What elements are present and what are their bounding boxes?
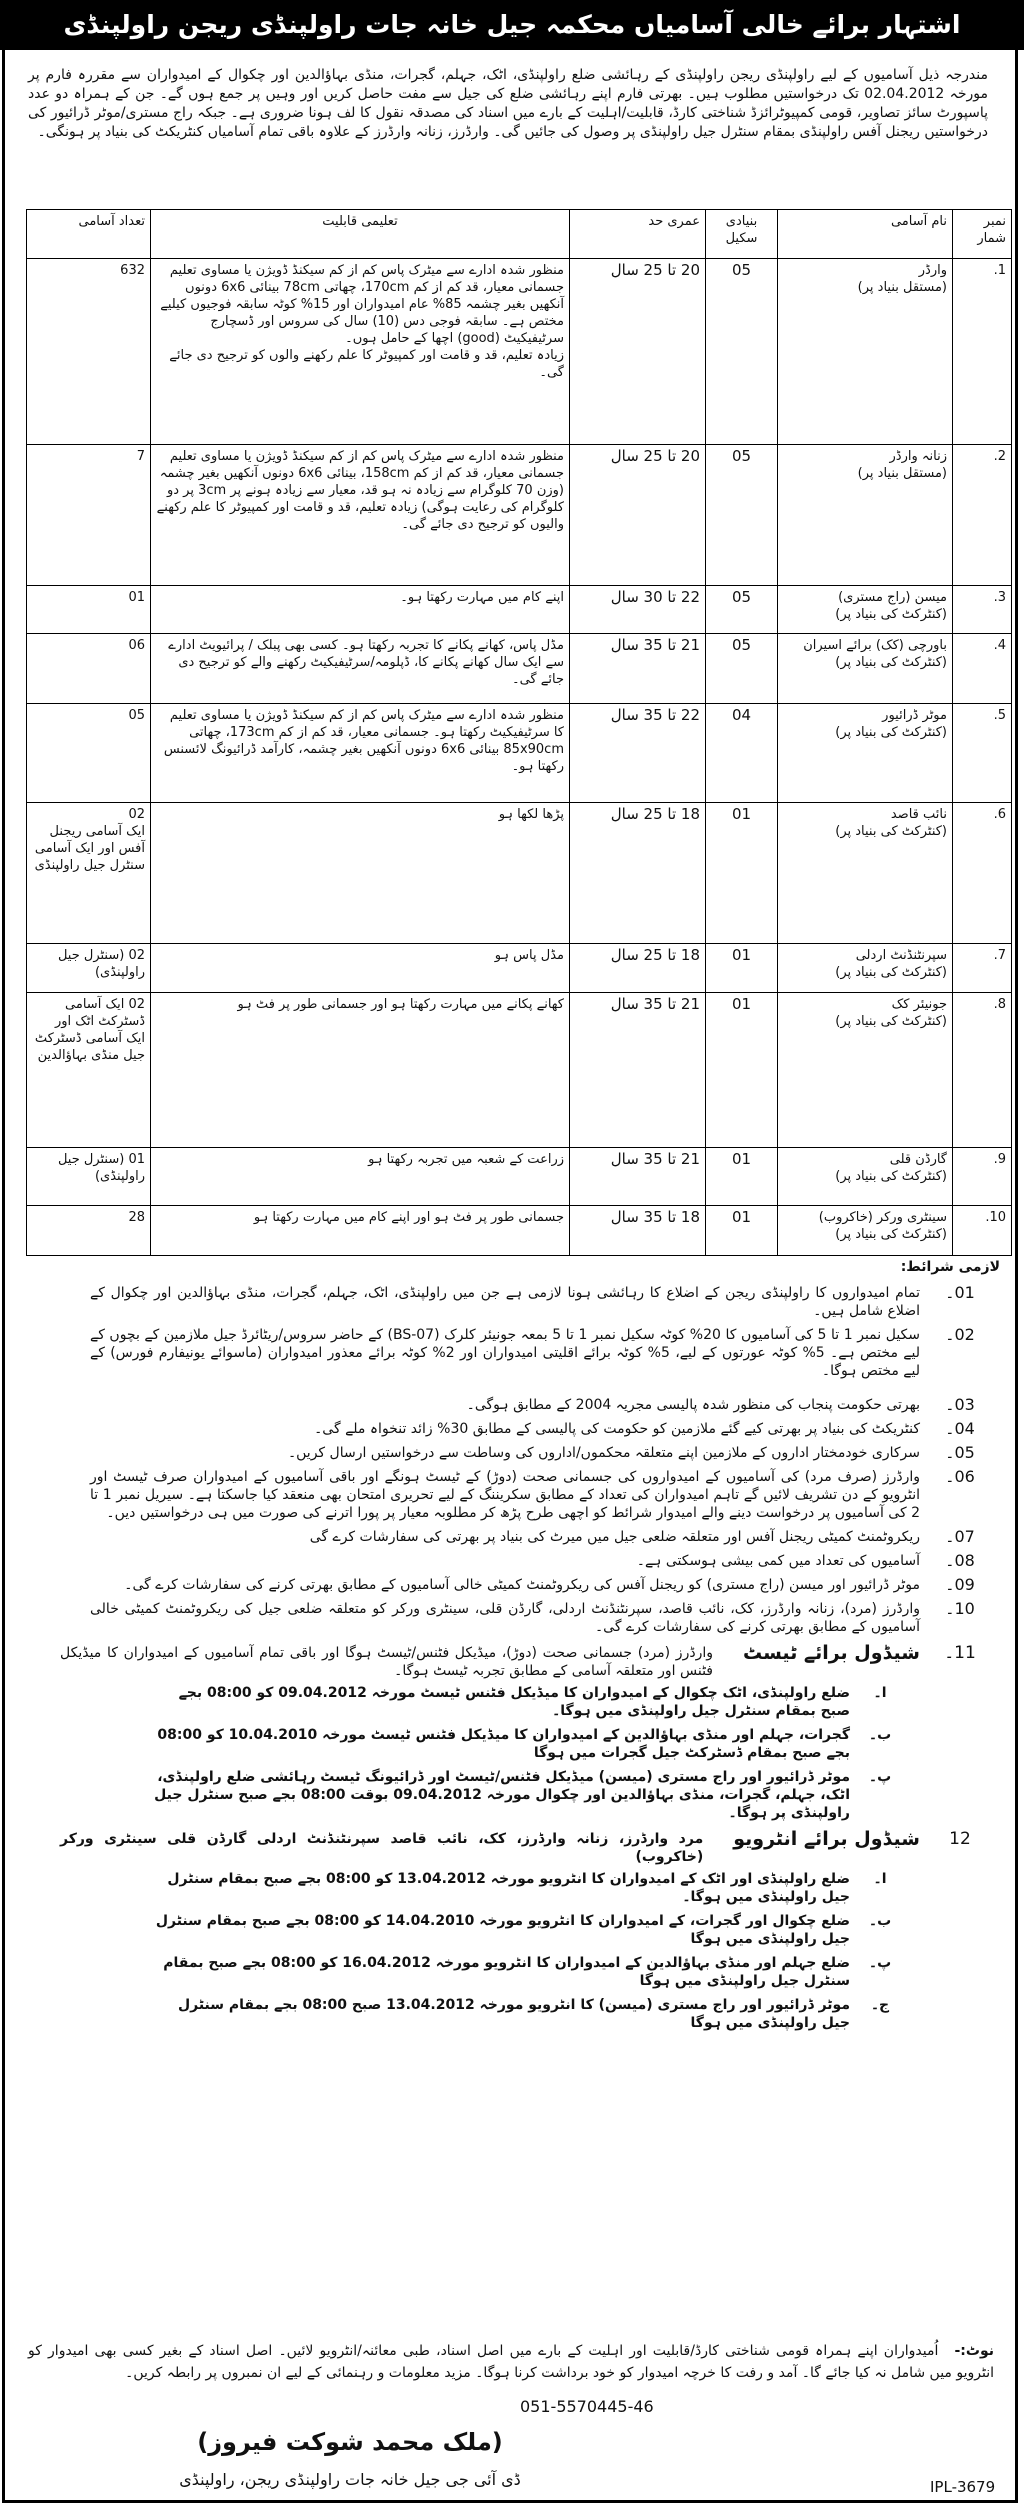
signatory-name: (ملک محمد شوکت فیروز) bbox=[197, 2428, 503, 2456]
post-basis: (کنٹرکٹ کی بنیاد پر) bbox=[835, 1014, 947, 1029]
post-count: 632 bbox=[27, 259, 151, 445]
post-count: 02 bbox=[128, 807, 145, 822]
serial: 7. bbox=[953, 944, 1012, 993]
test-schedule-heading: شیڈول برائے ٹیسٹ bbox=[742, 1642, 920, 1664]
condition-text: کنٹریکٹ کی بنیاد پر بھرتی کیے گئے ملازمین کو حکومت کی پالیسی کے مطابق 30% زائد تنخواہ ملے گی۔ bbox=[314, 1421, 920, 1437]
post-count: 06 bbox=[27, 634, 151, 704]
interview-schedule bbox=[40, 1830, 1000, 1866]
condition-item bbox=[40, 1468, 1000, 1522]
post-count-cell bbox=[27, 1148, 151, 1206]
serial: 3. bbox=[953, 586, 1012, 634]
post-count-note: (سنٹرل جیل راولپنڈی) bbox=[57, 948, 145, 980]
interview-schedule-item bbox=[40, 1996, 1000, 2032]
condition-item bbox=[40, 1420, 1000, 1438]
post-count-note: (سنٹرل جیل راولپنڈی) bbox=[57, 1152, 145, 1184]
condition-text: آسامیوں کی تعداد میں کمی بیشی ہوسکتی ہے۔ bbox=[636, 1553, 920, 1569]
condition-item bbox=[40, 1600, 1000, 1636]
mandatory-conditions bbox=[40, 1258, 1000, 2038]
post-cell bbox=[778, 1206, 953, 1256]
post-name: موٹر ڈرائیور bbox=[882, 708, 947, 723]
interview-schedule-item bbox=[40, 1912, 1000, 1948]
condition-text: سکیل نمبر 1 تا 5 کی آسامیوں کا 20% کوٹہ سکیل نمبر 1 تا 5 بمعہ جونیئر کلرک (BS-07) کے حاضر سروس/ریٹائرڈ جیل ملازمین کے بچوں کے لیے مختص ہے۔ 5% کوٹہ عورتوں کے لیے، 5% کوٹہ برائے اقلیتی امیدواران اور 2% کوٹہ برائے معذور امیدواران (ماسوائے یونیفارم فورس) کے لیے مختص ہوگا۔ bbox=[90, 1327, 921, 1379]
condition-item bbox=[40, 1396, 1000, 1414]
post-cell bbox=[778, 803, 953, 944]
qualification: اپنے کام میں مہارت رکھتا ہو۔ bbox=[151, 586, 570, 634]
post-basis: (کنٹرکٹ کی بنیاد پر) bbox=[835, 1169, 947, 1184]
age-limit: 21 تا 35 سال bbox=[570, 634, 706, 704]
post-count: 02 bbox=[128, 948, 145, 963]
qualification: منظور شدہ ادارے سے میٹرک پاس کم از کم سیکنڈ ڈویژن یا مساوی تعلیم جسمانی معیار، قد کم از کم 158cm، بینائی 6x6 دونوں آنکھیں بغیر چشمہ (وزن 70 کلوگرام سے زیادہ نہ ہو قد، معیار سے زیادہ ہونے پر 3cm پر دو کلوگرام کی رعایت ہوگی) زیادہ تعلیم، قد و قامت اور کمپیوٹر کا علم رکھنے والیوں کو ترجیح دی جائے گی۔ bbox=[151, 445, 570, 586]
scale: 04 bbox=[706, 704, 778, 803]
vacancies-table bbox=[26, 209, 1012, 1256]
post-count: 28 bbox=[27, 1206, 151, 1256]
qualification: پڑھا لکھا ہو bbox=[151, 803, 570, 944]
qualification: کھانے پکانے میں مہارت رکھتا ہو اور جسمانی طور پر فٹ ہو bbox=[151, 993, 570, 1148]
test-schedule-text: وارڈرز (مرد) جسمانی صحت (دوڑ)، میڈیکل فٹنس/ٹیسٹ ہوگا اور باقی تمام آسامیوں کے امیدواران کا میڈیکل فٹنس اور متعلقہ آسامی کے مطابق تجربہ ٹیسٹ ہوگا۔ bbox=[60, 1645, 713, 1679]
scale: 05 bbox=[706, 634, 778, 704]
schedule-number: 11۔ bbox=[944, 1643, 976, 1663]
header-count: تعداد آسامی bbox=[27, 210, 151, 259]
serial: 10. bbox=[953, 1206, 1012, 1256]
table-row bbox=[27, 1206, 1012, 1256]
age-limit: 21 تا 35 سال bbox=[570, 1148, 706, 1206]
table-row bbox=[27, 259, 1012, 445]
item-text: ضلع چکوال اور گجرات، کے امیدواران کا انٹرویو مورخہ 14.04.2010 کو 08:00 بجے صبح بمقام سنٹرل جیل راولپنڈی میں ہوگا bbox=[155, 1913, 850, 1947]
interview-schedule-item bbox=[40, 1954, 1000, 1990]
post-count-note: ایک آسامی ریجنل آفس اور ایک آسامی سنٹرل جیل راولپنڈی bbox=[34, 824, 145, 873]
header-serial: نمبر شمار bbox=[953, 210, 1012, 259]
test-schedule bbox=[40, 1644, 1000, 1680]
post-name: جونیئر کک bbox=[891, 997, 947, 1012]
qualification: مڈل پاس، کھانے پکانے کا تجربہ رکھتا ہو۔ کسی بھی پبلک / پرائیویٹ ادارے سے ایک سال کھانے پکانے کا، ڈپلومہ/سرٹیفیکیٹ رکھنے والے کو ترجیح دی جائے گی۔ bbox=[151, 634, 570, 704]
age-limit: 18 تا 35 سال bbox=[570, 1206, 706, 1256]
post-basis: (کنٹرکٹ کی بنیاد پر) bbox=[835, 725, 947, 740]
scale: 05 bbox=[706, 445, 778, 586]
condition-item bbox=[40, 1528, 1000, 1546]
ad-title: اشتہار برائے خالی آسامیاں محکمہ جیل خانہ جات راولپنڈی ریجن راولپنڈی bbox=[0, 0, 1024, 50]
item-text: موٹر ڈرائیور اور راج مستری (میسن) کا انٹرویو مورخہ 13.04.2012 صبح 08:00 بجے بمقام سنٹرل جیل راولپنڈی میں ہوگا bbox=[177, 1997, 850, 2031]
post-count-cell bbox=[27, 993, 151, 1148]
table-header-row bbox=[27, 210, 1012, 259]
interview-schedule-text: مرد وارڈرز، زنانہ وارڈرز، کک، نائب قاصد سپرنٹنڈنٹ اردلی گارڈن قلی سینٹری ورکر (خاکروب) bbox=[60, 1831, 704, 1865]
scale: 01 bbox=[706, 993, 778, 1148]
post-name: باورچی (کک) برائے اسیران bbox=[803, 638, 947, 653]
post-name: وارڈر bbox=[918, 263, 947, 278]
item-letter: ب۔ bbox=[868, 1913, 892, 1929]
post-basis: (کنٹرکٹ کی بنیاد پر) bbox=[835, 824, 947, 839]
item-text: گجرات، جہلم اور منڈی بہاؤالدین کے امیدواران کا میڈیکل فٹنس ٹیسٹ مورخہ 10.04.2010 کو 08:00 بجے صبح بمقام ڈسٹرکٹ جیل گجرات میں ہوگا bbox=[157, 1727, 850, 1761]
post-cell bbox=[778, 586, 953, 634]
condition-item bbox=[40, 1576, 1000, 1594]
table-row bbox=[27, 993, 1012, 1148]
interview-schedule-item bbox=[40, 1870, 1000, 1906]
condition-item bbox=[40, 1284, 1000, 1320]
condition-number: 03۔ bbox=[945, 1395, 975, 1414]
condition-text: وارڈرز (صرف مرد) کی آسامیوں کے امیدواروں کی جسمانی صحت (دوڑ) کے ٹیسٹ ہونگے اور باقی آسامیوں کے امیدواران صرف ٹیسٹ اور انٹرویو کے دن تشریف لائیں گے تاہم امیدواران کی تعداد کے مطابق سکریننگ کے لیے تحریری امتحان بھی منعقد کیا جاسکتا ہے۔ سیریل نمبر 1 تا 2 کی آسامیوں پر درخواست دینے والے امیدوار شرائط کو اچھی طرح پڑھ کر مطلوبہ معیار پر پورا اترنے کی صورت میں ہی درخواستیں دیں۔ bbox=[90, 1469, 920, 1521]
scale: 01 bbox=[706, 944, 778, 993]
item-letter: ا۔ bbox=[873, 1685, 887, 1701]
table-row bbox=[27, 944, 1012, 993]
interview-schedule-heading: شیڈول برائے انٹرویو bbox=[733, 1828, 920, 1850]
age-limit: 21 تا 35 سال bbox=[570, 993, 706, 1148]
post-name: سینٹری ورکر (خاکروب) bbox=[818, 1210, 947, 1225]
age-limit: 20 تا 25 سال bbox=[570, 259, 706, 445]
post-basis: (کنٹرکٹ کی بنیاد پر) bbox=[835, 965, 947, 980]
post-name: میسن (راج مستری) bbox=[838, 590, 947, 605]
serial: 2. bbox=[953, 445, 1012, 586]
scale: 01 bbox=[706, 1148, 778, 1206]
item-letter: ج۔ bbox=[870, 1997, 890, 2013]
condition-number: 07۔ bbox=[945, 1527, 975, 1546]
qualification-cell bbox=[151, 259, 570, 445]
post-count-cell bbox=[27, 944, 151, 993]
serial: 4. bbox=[953, 634, 1012, 704]
header-scale: بنیادی سکیل bbox=[706, 210, 778, 259]
table-row bbox=[27, 1148, 1012, 1206]
header-qualification: تعلیمی قابلیت bbox=[151, 210, 570, 259]
condition-number: 10۔ bbox=[945, 1599, 975, 1618]
condition-text: بھرتی حکومت پنجاب کی منظور شدہ پالیسی مجریہ 2004 کے مطابق ہوگی۔ bbox=[466, 1397, 920, 1413]
item-text: ضلع جہلم اور منڈی بہاؤالدین کے امیدواران کا انٹرویو مورخہ 16.04.2012 کو 08:00 بجے صبح بمقام سنٹرل جیل راولپنڈی میں ہوگا bbox=[163, 1955, 850, 1989]
post-count-note: ایک آسامی ڈسٹرکٹ اٹک اور ایک آسامی ڈسٹرکٹ جیل منڈی بہاؤالدین bbox=[34, 997, 145, 1063]
condition-text: ریکروٹمنٹ کمیٹی ریجنل آفس اور متعلقہ ضلعی جیل میں میرٹ کی بنیاد پر بھرتی کی سفارشات کرے گی bbox=[309, 1529, 920, 1545]
condition-item bbox=[40, 1444, 1000, 1462]
condition-number: 05۔ bbox=[945, 1443, 975, 1462]
test-schedule-item bbox=[40, 1684, 1000, 1720]
condition-number: 08۔ bbox=[945, 1551, 975, 1570]
item-letter: پ۔ bbox=[868, 1769, 892, 1785]
post-count: 02 bbox=[128, 997, 145, 1012]
post-basis: (کنٹرکٹ کی بنیاد پر) bbox=[835, 607, 947, 622]
scale: 05 bbox=[706, 259, 778, 445]
item-text: موٹر ڈرائیور اور راج مستری (میسن) میڈیکل فٹنس/ٹیسٹ اور ڈرائیونگ ٹیسٹ رہائشی ضلع راولپنڈی، اٹک، جہلم، گجرات، منڈی بہاؤالدین اور چکوال مورخہ 09.04.2012 بوقت 08:00 بجے صبح سنٹرل جیل راولپنڈی پر ہوگا۔ bbox=[154, 1769, 850, 1821]
condition-number: 01۔ bbox=[945, 1283, 975, 1302]
table-row bbox=[27, 803, 1012, 944]
post-count: 7 bbox=[27, 445, 151, 586]
post-name: نائب قاصد bbox=[890, 807, 947, 822]
post-basis: (مستقل بنیاد پر) bbox=[857, 466, 947, 481]
qualification-preference: زیادہ تعلیم، قد و قامت اور کمپیوٹر کا علم رکھنے والوں کو ترجیح دی جائے گی۔ bbox=[169, 348, 564, 380]
age-limit: 18 تا 25 سال bbox=[570, 944, 706, 993]
schedule-number: 12 bbox=[949, 1829, 971, 1849]
post-count: 05 bbox=[27, 704, 151, 803]
test-schedule-item bbox=[40, 1768, 1000, 1822]
serial: 9. bbox=[953, 1148, 1012, 1206]
post-name: زنانہ وارڈر bbox=[889, 449, 947, 464]
age-limit: 20 تا 25 سال bbox=[570, 445, 706, 586]
condition-text: تمام امیدواروں کا راولپنڈی ریجن کے اضلاع کا رہائشی ہونا لازمی ہے جن میں راولپنڈی، اٹک، جہلم، گجرات، منڈی بہاؤالدین اور چکوال کے اضلاع شامل ہیں۔ bbox=[90, 1285, 920, 1319]
condition-number: 02۔ bbox=[945, 1325, 975, 1344]
note-text: اُمیدواران اپنے ہمراہ قومی شناختی کارڈ/قابلیت اور اہلیت کے بارے میں اصل اسناد، طبی معائنہ/انٹرویو لائیں۔ اصل اسناد کے بغیر کسی بھی امیدوار کو انٹرویو میں شامل نہ کیا جائے گا۔ آمد و رفت کا خرچہ امیدوار کو خود برداشت کرنا ہوگا۔ مزید معلومات و رہنمائی کے لیے ان نمبروں پر رابطہ کریں۔ bbox=[28, 2343, 994, 2381]
note bbox=[28, 2340, 994, 2384]
post-name: سپرنٹنڈنٹ اردلی bbox=[855, 948, 947, 963]
qualification: منظور شدہ ادارے سے میٹرک پاس کم از کم سیکنڈ ڈویژن یا مساوی تعلیم جسمانی معیار، قد کم از کم 170cm، چھاتی 78cm بینائی 6x6 دونوں آنکھیں بغیر چشمہ 85% عام امیدواران اور 15% کوٹہ سابقہ فوجیوں کیلیے مختص ہے۔ سابقہ فوجی دس (10) سال کی سروس اور ڈسچارج سرٹیفیکیٹ (good) اچھا کے حامل ہوں۔ bbox=[160, 263, 564, 346]
scale: 01 bbox=[706, 803, 778, 944]
item-letter: پ۔ bbox=[868, 1955, 892, 1971]
signatory-designation: ڈی آئی جی جیل خانہ جات راولپنڈی ریجن، راولپنڈی bbox=[179, 2470, 521, 2489]
table-row bbox=[27, 586, 1012, 634]
serial: 6. bbox=[953, 803, 1012, 944]
scale: 01 bbox=[706, 1206, 778, 1256]
table-row bbox=[27, 634, 1012, 704]
post-cell bbox=[778, 445, 953, 586]
serial: 8. bbox=[953, 993, 1012, 1148]
condition-text: موٹر ڈرائیور اور میسن (راج مستری) کو ریجنل آفس کی ریکروٹمنٹ کمیٹی خالی آسامیوں کے مطابق بھرتی کرنے کی سفارشات کرے گی۔ bbox=[124, 1577, 920, 1593]
post-name: گارڈن قلی bbox=[889, 1152, 947, 1167]
post-count: 01 bbox=[27, 586, 151, 634]
condition-number: 06۔ bbox=[945, 1467, 975, 1486]
test-schedule-item bbox=[40, 1726, 1000, 1762]
serial: 5. bbox=[953, 704, 1012, 803]
header-post: نام آسامی bbox=[778, 210, 953, 259]
item-text: ضلع راولپنڈی اور اٹک کے امیدواران کا انٹرویو مورخہ 13.04.2012 کو 08:00 بجے صبح بمقام سنٹرل جیل راولپنڈی میں ہوگا۔ bbox=[167, 1871, 850, 1905]
qualification: زراعت کے شعبہ میں تجربہ رکھتا ہو bbox=[151, 1148, 570, 1206]
post-count-cell bbox=[27, 803, 151, 944]
post-cell bbox=[778, 634, 953, 704]
qualification: جسمانی طور پر فٹ ہو اور اپنے کام میں مہارت رکھتا ہو bbox=[151, 1206, 570, 1256]
table-row bbox=[27, 445, 1012, 586]
scale: 05 bbox=[706, 586, 778, 634]
post-cell bbox=[778, 259, 953, 445]
condition-number: 09۔ bbox=[945, 1575, 975, 1594]
post-cell bbox=[778, 1148, 953, 1206]
condition-item bbox=[40, 1326, 1000, 1380]
intro-paragraph: مندرجہ ذیل آسامیوں کے لیے راولپنڈی ریجن راولپنڈی کے رہائشی ضلع راولپنڈی، اٹک، جہلم، گجرات، منڈی بہاؤالدین اور چکوال کے امیدواران سے مقررہ فارم پر مورخہ 02.04.2012 تک درخواستیں مطلوب ہیں۔ بھرتی فارم اپنے رہائشی ضلع کی جیل سے مفت حاصل کریں اور وہیں پر جمع ہوں گے۔ جن کے ہمراہ دو عدد پاسپورٹ سائز تصاویر، قومی کمپیوٹرائزڈ شناختی کارڈ، قابلیت/اہلیت کے بارے میں اسناد کی مصدقہ نقول کا لف ہونا ضروری ہے۔ جبکہ راج مستری/موٹر ڈرائیور کی درخواستیں ریجنل آفس راولپنڈی بمقام سنٹرل جیل راولپنڈی پر وصول کی جائیں گی۔ وارڈرز، زنانہ وارڈرز کے علاوہ باقی تمام آسامیاں کنٹریکٹ کی بنیاد پر ہونگی۔ bbox=[28, 67, 988, 140]
contact-phone: 051-5570445-46 bbox=[520, 2397, 654, 2416]
post-basis: (کنٹرکٹ کی بنیاد پر) bbox=[835, 1227, 947, 1242]
ad-code: IPL-3679 bbox=[930, 2478, 996, 2496]
post-basis: (کنٹرکٹ کی بنیاد پر) bbox=[835, 655, 947, 670]
post-count: 01 bbox=[128, 1152, 145, 1167]
age-limit: 18 تا 25 سال bbox=[570, 803, 706, 944]
condition-text: وارڈرز (مرد)، زنانہ وارڈرز، کک، نائب قاصد، سپرنٹنڈنٹ اردلی، گارڈن قلی، سینٹری ورکر کو متعلقہ ضلعی جیل کی ریکروٹمنٹ کمیٹی خالی آسامیوں کے مطابق بھرتی کرنے کی سفارشات کرے گی۔ bbox=[90, 1601, 920, 1635]
table-row bbox=[27, 704, 1012, 803]
condition-item bbox=[40, 1552, 1000, 1570]
age-limit: 22 تا 35 سال bbox=[570, 704, 706, 803]
conditions-title: لازمی شرائط: bbox=[900, 1259, 1000, 1275]
post-cell bbox=[778, 944, 953, 993]
condition-number: 04۔ bbox=[945, 1419, 975, 1438]
qualification: منظور شدہ ادارے سے میٹرک پاس کم از کم سیکنڈ ڈویژن یا مساوی تعلیم کا سرٹیفیکیٹ رکھتا ہو۔ جسمانی معیار، قد کم از کم 173cm، چھاتی 85x90cm بینائی 6x6 دونوں آنکھیں بغیر چشمہ، کارآمد ڈرائیونگ لائسنس رکھتا ہو۔ bbox=[151, 704, 570, 803]
post-basis: (مستقل بنیاد پر) bbox=[857, 280, 947, 295]
condition-text: سرکاری خودمختار اداروں کے ملازمین اپنے متعلقہ محکموں/اداروں کی وساطت سے درخواستیں ارسال کریں۔ bbox=[287, 1445, 920, 1461]
header-age: عمری حد bbox=[570, 210, 706, 259]
item-letter: ب۔ bbox=[868, 1727, 892, 1743]
post-cell bbox=[778, 993, 953, 1148]
note-label: نوٹ:- bbox=[954, 2343, 995, 2359]
serial: 1. bbox=[953, 259, 1012, 445]
item-text: ضلع راولپنڈی، اٹک چکوال کے امیدواران کا میڈیکل فٹنس ٹیسٹ مورخہ 09.04.2012 کو 08:00 بجے صبح بمقام سنٹرل جیل راولپنڈی میں ہوگا۔ bbox=[178, 1685, 850, 1719]
qualification: مڈل پاس ہو bbox=[151, 944, 570, 993]
age-limit: 22 تا 30 سال bbox=[570, 586, 706, 634]
item-letter: ا۔ bbox=[873, 1871, 887, 1887]
post-cell bbox=[778, 704, 953, 803]
